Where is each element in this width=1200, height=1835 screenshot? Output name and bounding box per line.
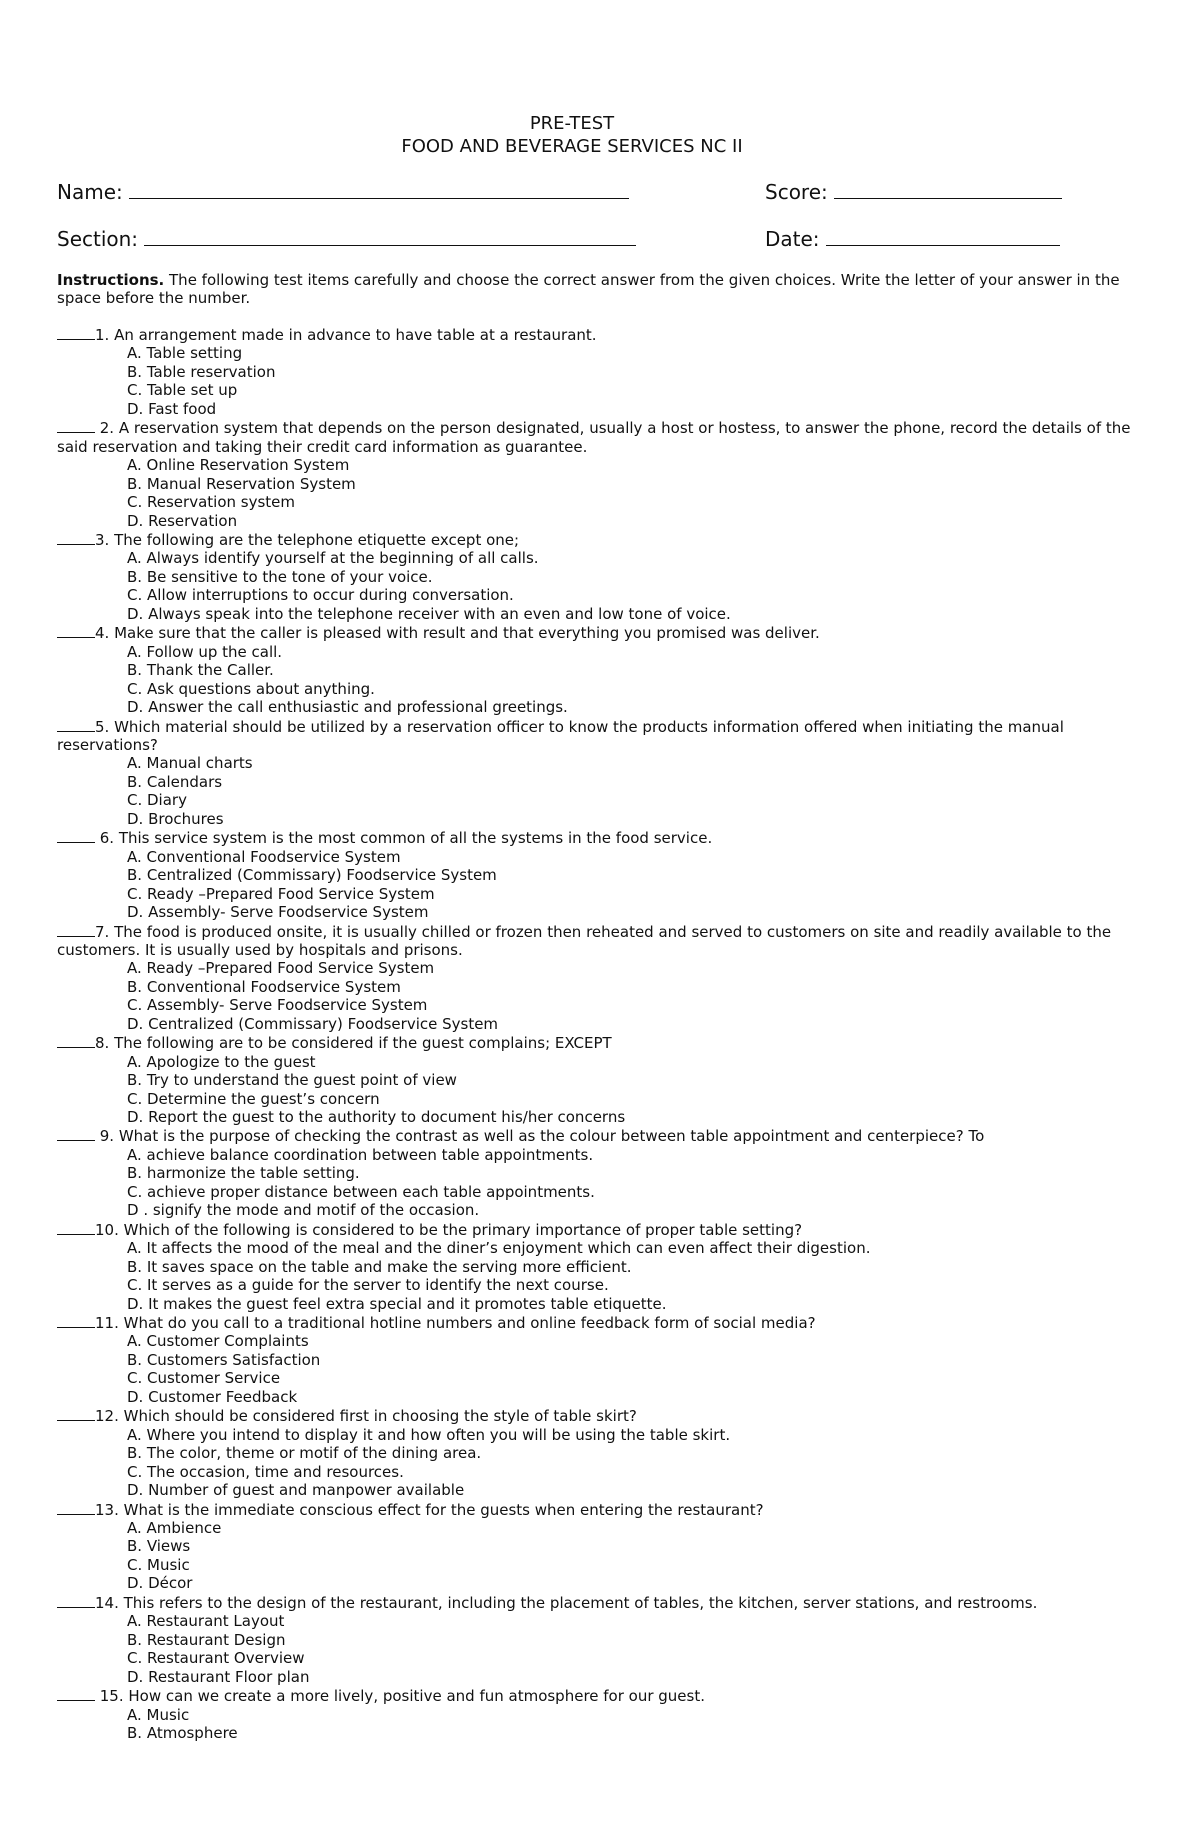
answer-option: D. Number of guest and manpower available — [127, 1481, 465, 1500]
name-line[interactable] — [129, 178, 629, 199]
answer-blank[interactable] — [57, 1126, 95, 1141]
answer-option: C. Determine the guest’s concern — [127, 1089, 380, 1108]
answer-blank[interactable] — [57, 418, 95, 433]
answer-blank[interactable] — [57, 1220, 95, 1235]
answer-option: C. Music — [127, 1555, 190, 1574]
answer-option: A. Where you intend to display it and how often you will be using the table skirt. — [127, 1425, 731, 1444]
score-line[interactable] — [834, 178, 1062, 199]
section-label: Section: — [57, 227, 139, 251]
question-text: 3. The following are the telephone etiquette except one; — [95, 530, 520, 549]
answer-option: A. achieve balance coordination between table appointments. — [127, 1145, 594, 1164]
answer-option: C. Ask questions about anything. — [127, 679, 375, 698]
question-item — [57, 530, 1147, 623]
answer-option: B. It saves space on the table and make the serving more efficient. — [127, 1257, 632, 1276]
answer-option: A. Manual charts — [127, 754, 253, 773]
question-item — [57, 717, 1147, 829]
question-item — [57, 325, 1147, 418]
answer-option: C. Customer Service — [127, 1369, 281, 1388]
answer-option: D. Restaurant Floor plan — [127, 1667, 310, 1686]
answer-option: D. Report the guest to the authority to document his/her concerns — [127, 1108, 626, 1127]
answer-option: B. Restaurant Design — [127, 1630, 286, 1649]
answer-option: B. Centralized (Commissary) Foodservice System — [127, 866, 497, 885]
question-item — [57, 1313, 1147, 1406]
answer-option: D. It makes the guest feel extra special and it promotes table etiquette. — [127, 1294, 667, 1313]
question-stem — [57, 717, 1147, 755]
answer-option: D . signify the mode and motif of the occasion. — [127, 1201, 480, 1220]
answer-option: A. Ready –Prepared Food Service System — [127, 959, 435, 978]
answer-option: B. Thank the Caller. — [127, 661, 274, 680]
question-text: 8. The following are to be considered if the guest complains; EXCEPT — [95, 1034, 612, 1053]
answer-option: C. Ready –Prepared Food Service System — [127, 884, 435, 903]
date-label: Date: — [765, 227, 820, 251]
date-line[interactable] — [826, 225, 1060, 246]
answer-option: B. The color, theme or motif of the dining area. — [127, 1444, 482, 1463]
question-item — [57, 1593, 1147, 1686]
question-item — [57, 1500, 1147, 1593]
answer-option: A. Restaurant Layout — [127, 1612, 285, 1631]
name-label: Name: — [57, 180, 123, 204]
question-item — [57, 623, 1147, 716]
question-text: 5. Which material should be utilized by a reservation officer to know the products information offered when initiating the manual reservations? — [57, 717, 1064, 754]
question-list — [57, 325, 1147, 1742]
question-item — [57, 828, 1147, 921]
question-stem — [57, 418, 1147, 456]
answer-option: B. Conventional Foodservice System — [127, 977, 401, 996]
question-item — [57, 922, 1147, 1034]
answer-option: B. Calendars — [127, 772, 223, 791]
answer-blank[interactable] — [57, 828, 95, 843]
question-stem — [57, 1313, 1147, 1332]
answer-option: A. Music — [127, 1705, 190, 1724]
answer-blank[interactable] — [57, 325, 95, 340]
answer-option: A. Follow up the call. — [127, 642, 283, 661]
answer-blank[interactable] — [57, 1313, 95, 1328]
answer-option: D. Assembly- Serve Foodservice System — [127, 903, 429, 922]
answer-blank[interactable] — [57, 1406, 95, 1421]
answer-option: D. Always speak into the telephone receiver with an even and low tone of voice. — [127, 604, 731, 623]
section-line[interactable] — [144, 225, 636, 246]
question-item — [57, 1406, 1147, 1499]
answer-option: B. Manual Reservation System — [127, 474, 356, 493]
answer-blank[interactable] — [57, 623, 95, 638]
answer-option: D. Brochures — [127, 809, 224, 828]
question-text: 11. What do you call to a traditional hotline numbers and online feedback form of social media? — [95, 1314, 816, 1333]
answer-option: A. Apologize to the guest — [127, 1052, 316, 1071]
question-stem — [57, 1406, 1147, 1425]
answer-option: C. The occasion, time and resources. — [127, 1462, 404, 1481]
question-item — [57, 1686, 1147, 1742]
question-stem — [57, 1033, 1147, 1052]
answer-blank[interactable] — [57, 717, 95, 732]
answer-option: A. It affects the mood of the meal and the diner’s enjoyment which can even affect their digestion. — [127, 1239, 871, 1258]
answer-option: A. Online Reservation System — [127, 456, 350, 475]
question-text: 9. What is the purpose of checking the contrast as well as the colour between table appointment and centerpiece? To — [95, 1127, 985, 1146]
question-text: 2. A reservation system that depends on the person designated, usually a host or hostess, to answer the phone, record the details of the said reservation and taking their credit card information as guarantee. — [57, 419, 1131, 456]
question-text: 14. This refers to the design of the restaurant, including the placement of tables, the kitchen, server stations, and restrooms. — [95, 1593, 1038, 1612]
instructions-text: The following test items carefully and choose the correct answer from the given choices. Write the letter of your answer in the space before the number. — [57, 271, 1120, 307]
answer-option: D. Centralized (Commissary) Foodservice System — [127, 1014, 499, 1033]
answer-blank[interactable] — [57, 1686, 95, 1701]
answer-option: A. Table setting — [127, 344, 243, 363]
answer-blank[interactable] — [57, 922, 95, 937]
answer-option: D. Décor — [127, 1574, 193, 1593]
date-field[interactable] — [765, 225, 1060, 251]
question-stem — [57, 1686, 1147, 1705]
title-line-1: PRE-TEST — [529, 113, 615, 134]
question-stem — [57, 1220, 1147, 1239]
answer-option: B. Be sensitive to the tone of your voice. — [127, 567, 433, 586]
instructions — [57, 271, 1147, 307]
score-field[interactable] — [765, 178, 1062, 204]
question-stem — [57, 828, 1147, 847]
answer-blank[interactable] — [57, 1500, 95, 1515]
answer-option: B. Atmosphere — [127, 1723, 238, 1742]
name-field[interactable] — [57, 178, 629, 204]
answer-option: D. Reservation — [127, 511, 238, 530]
question-text: 1. An arrangement made in advance to have table at a restaurant. — [95, 326, 597, 344]
question-item — [57, 1126, 1147, 1219]
answer-blank[interactable] — [57, 1593, 95, 1608]
question-stem — [57, 1500, 1147, 1519]
question-text: 4. Make sure that the caller is pleased with result and that everything you promised was deliver. — [95, 624, 820, 643]
answer-option: B. Customers Satisfaction — [127, 1350, 321, 1369]
answer-option: A. Always identify yourself at the beginning of all calls. — [127, 549, 539, 568]
answer-option: B. Table reservation — [127, 362, 276, 381]
question-stem — [57, 325, 1147, 344]
answer-option: D. Answer the call enthusiastic and professional greetings. — [127, 698, 568, 717]
question-text: 15. How can we create a more lively, positive and fun atmosphere for our guest. — [95, 1687, 706, 1706]
question-stem — [57, 1126, 1147, 1145]
answer-option: C. Table set up — [127, 381, 238, 400]
answer-option: C. Restaurant Overview — [127, 1649, 305, 1668]
answer-option: C. Allow interruptions to occur during conversation. — [127, 586, 514, 605]
question-item — [57, 1220, 1147, 1313]
answer-blank[interactable] — [57, 1033, 95, 1048]
answer-option: A. Customer Complaints — [127, 1332, 309, 1351]
question-stem — [57, 623, 1147, 642]
answer-option: B. Views — [127, 1537, 191, 1556]
answer-option: C. It serves as a guide for the server to identify the next course. — [127, 1276, 609, 1295]
answer-option: C. Assembly- Serve Foodservice System — [127, 996, 428, 1015]
document-title — [57, 112, 1087, 158]
instructions-lead: Instructions. — [57, 271, 165, 289]
answer-option: C. achieve proper distance between each table appointments. — [127, 1182, 595, 1201]
answer-option: D. Customer Feedback — [127, 1387, 298, 1406]
answer-option: B. Try to understand the guest point of view — [127, 1071, 457, 1090]
question-text: 12. Which should be considered first in choosing the style of table skirt? — [95, 1407, 637, 1426]
answer-blank[interactable] — [57, 530, 95, 545]
question-stem — [57, 1593, 1147, 1612]
answer-option: A. Conventional Foodservice System — [127, 847, 401, 866]
answer-option: A. Ambience — [127, 1519, 222, 1537]
question-stem — [57, 530, 1147, 549]
question-stem — [57, 922, 1147, 960]
answer-option: D. Fast food — [127, 399, 217, 418]
score-label: Score: — [765, 180, 828, 204]
question-text: 10. Which of the following is considered to be the primary importance of proper table setting? — [95, 1220, 803, 1239]
question-text: 7. The food is produced onsite, it is usually chilled or frozen then reheated and served to customers on site and readily available to the customers. It is usually used by hospitals and prisons. — [57, 922, 1112, 959]
section-field[interactable] — [57, 225, 636, 251]
question-text: 6. This service system is the most common of all the systems in the food service. — [95, 829, 713, 848]
answer-option: C. Reservation system — [127, 493, 295, 512]
question-item — [57, 1033, 1147, 1126]
title-line-2: FOOD AND BEVERAGE SERVICES NC II — [401, 136, 743, 157]
question-text: 13. What is the immediate conscious effect for the guests when entering the restaurant? — [95, 1500, 764, 1519]
answer-option: B. harmonize the table setting. — [127, 1164, 360, 1183]
answer-option: C. Diary — [127, 791, 187, 810]
question-item — [57, 418, 1147, 530]
